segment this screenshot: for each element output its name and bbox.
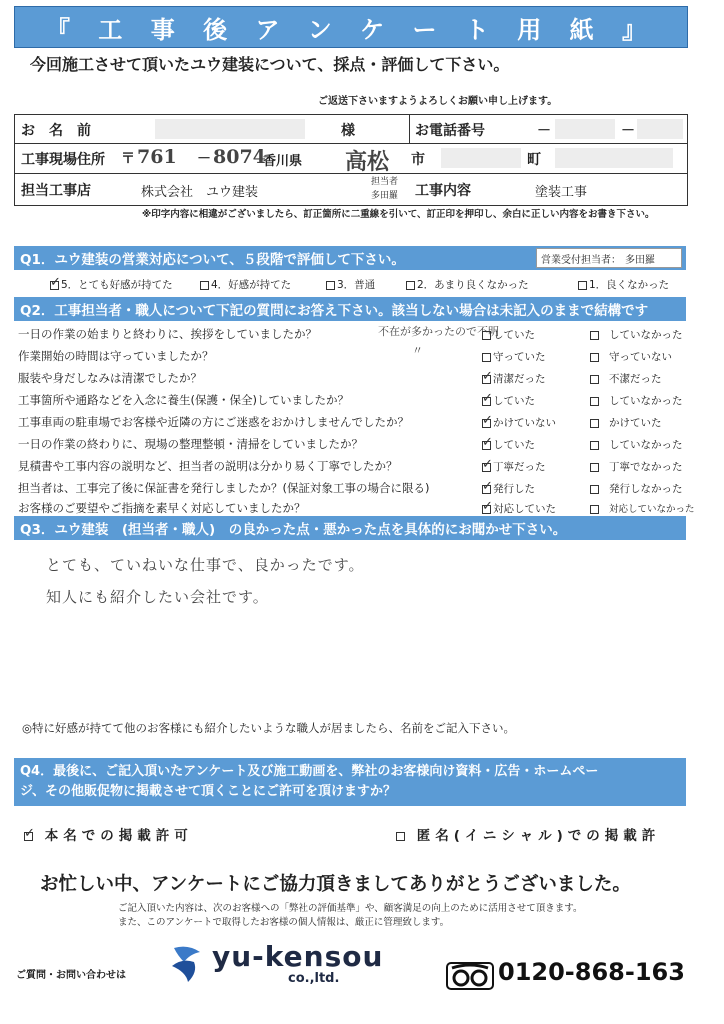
q2-yes-option[interactable] (482, 327, 535, 342)
name-label: お 名 前 (21, 123, 91, 139)
postal-mark: 〒 (121, 151, 135, 167)
city-handwritten: 高松 (345, 149, 390, 175)
q2-yes-label: 対応していた (493, 503, 556, 515)
checkbox-checked-icon[interactable] (482, 375, 491, 384)
q1-option-1[interactable] (578, 277, 669, 292)
redacted-phone (555, 119, 615, 139)
q4-header (14, 758, 686, 806)
q2-yes-label: 発行した (493, 483, 535, 495)
q2-no-option[interactable] (590, 437, 683, 452)
checkbox-icon[interactable] (482, 353, 491, 362)
q2-question: 工事箇所や通路などを入念に養生(保護・保全)していましたか？ (18, 393, 349, 407)
q2-yes-option[interactable] (482, 459, 546, 474)
q3-answer-line-2: 知人にも紹介したい会社です。 (46, 588, 269, 606)
staff-name: 多田羅 (371, 191, 399, 201)
checkbox-icon[interactable] (406, 281, 415, 290)
q2-yes-label: していた (493, 329, 535, 341)
q4-option-real-name[interactable] (24, 824, 193, 844)
q2-question: 一日の作業の始まりと終わりに、挨拶をしていましたか？ (18, 327, 317, 341)
q2-no-label: かけていた (609, 417, 662, 429)
q2-no-label: していなかった (609, 439, 683, 451)
checkbox-icon[interactable] (590, 419, 599, 428)
checkbox-icon[interactable] (590, 463, 599, 472)
postal-code-1: 761 (137, 146, 177, 168)
q2-yes-option[interactable] (482, 501, 556, 516)
phone-sep-1: － (537, 123, 551, 139)
q2-yes-option[interactable] (482, 349, 546, 364)
info-row-address (15, 143, 687, 174)
q2-yes-option[interactable] (482, 481, 535, 496)
checkbox-icon[interactable] (200, 281, 209, 290)
q2-handwritten-ditto: 〃 (412, 344, 423, 357)
q3-title: Q3．ユウ建装 (担当者・職人) の良かった点・悪かった点を具体的にお聞かせ下さい。 (20, 522, 567, 538)
q2-question: お客様のご要望やご指摘を素早く対応していましたか？ (18, 501, 306, 515)
checkbox-icon[interactable] (590, 441, 599, 450)
q4-option-anonymous[interactable] (396, 824, 660, 844)
q2-yes-label: していた (493, 395, 535, 407)
q1-title: Q1．ユウ建装の営業対応について、５段階で評価して下さい。 (20, 252, 405, 268)
city-label: 市 (411, 152, 425, 168)
prefecture: 香川県 (263, 154, 303, 169)
logo-mark-icon (168, 942, 208, 986)
q2-question: 担当者は、工事完了後に保証書を発行しましたか？(保証対象工事の場合に限る) (18, 481, 430, 495)
checkbox-checked-icon[interactable] (482, 419, 491, 428)
phone-sep-2: － (621, 123, 635, 139)
q2-no-label: していなかった (609, 395, 683, 407)
q2-no-option[interactable] (590, 415, 662, 430)
q1-option-4[interactable] (200, 277, 291, 292)
company-name: 株式会社 ユウ建装 (141, 185, 259, 200)
q2-no-label: していなかった (609, 329, 683, 341)
q2-yes-label: 清潔だった (493, 373, 546, 385)
checkbox-icon[interactable] (590, 331, 599, 340)
divider (409, 115, 410, 143)
phone-number[interactable]: 0120-868-163 (498, 958, 685, 986)
checkbox-checked-icon[interactable] (50, 281, 59, 290)
checkbox-checked-icon[interactable] (482, 463, 491, 472)
info-row-company (15, 173, 687, 205)
redacted-town (555, 148, 673, 168)
q4-option-anonymous-label: 匿名(イニシャル)での掲載許 (416, 828, 661, 844)
work-label: 工事内容 (415, 183, 471, 199)
q2-question: 作業開始の時間は守っていましたか？ (18, 349, 214, 363)
q1-option-1-label: 1．良くなかった (589, 279, 670, 291)
q2-header (14, 297, 686, 321)
q2-question: 服装や身だしなみは清潔でしたか？ (18, 371, 202, 385)
q2-title: Q2．工事担当者・職人について下記の質問にお答え下さい。該当しない場合は未記入のままで結構です (20, 303, 649, 319)
form-title: 『 工 事 後 ア ン ケ ー ト 用 紙 』 (14, 6, 688, 48)
lead-text: 今回施工させて頂いたユウ建装について、採点・評価して下さい。 (30, 55, 510, 74)
q1-option-2-label: 2．あまり良くなかった (417, 279, 529, 291)
town-label: 町 (527, 152, 541, 168)
redacted-name (155, 119, 305, 139)
postal-dash: － (197, 151, 211, 167)
q2-no-option[interactable] (590, 501, 695, 515)
q2-no-option[interactable] (590, 459, 683, 474)
sales-staff-label: 営業受付担当者： (541, 254, 621, 266)
q2-yes-label: かけていない (493, 417, 556, 429)
q2-no-label: 対応していなかった (609, 504, 695, 515)
q2-yes-label: 守っていた (493, 351, 546, 363)
checkbox-checked-icon[interactable] (482, 397, 491, 406)
checkbox-checked-icon[interactable] (482, 441, 491, 450)
q4-title-line-1: Q4．最後に、ご記入頂いたアンケート及び施工動画を、弊社のお客様向け資料・広告・ホームペー (20, 764, 599, 779)
craftsman-note: ◎特に好感が持てて他のお客様にも紹介したいような職人が居ましたら、名前をご記入下さい。 (22, 721, 516, 735)
redacted-ward (441, 148, 521, 168)
q2-no-option[interactable] (590, 349, 672, 364)
checkbox-icon[interactable] (578, 281, 587, 290)
q1-option-5[interactable] (50, 277, 173, 292)
q1-option-3[interactable] (326, 277, 375, 292)
q2-question: 見積書や工事内容の説明など、担当者の説明は分かり易く丁寧でしたか？ (18, 459, 398, 473)
q2-no-label: 丁寧でなかった (609, 461, 683, 473)
free-dial-icon (446, 962, 494, 990)
q2-handwritten-note: 不在が多かったので不明 (378, 325, 499, 338)
q3-answer-line-1: とても、ていねいな仕事で、良かったです。 (46, 556, 365, 574)
inquiry-label: ご質問・お問い合わせは (16, 970, 126, 981)
customer-info-table (14, 114, 688, 206)
staff-label: 担当者 (371, 177, 399, 187)
q2-no-option[interactable] (590, 371, 662, 386)
logo-wordmark: yu-kensou (212, 940, 384, 973)
q2-yes-option[interactable] (482, 393, 535, 408)
q4-title-line-2: ジ、その他販促物に掲載させて頂くことにご許可を頂けますか？ (20, 784, 396, 799)
work-content: 塗装工事 (535, 185, 588, 200)
q2-yes-option[interactable] (482, 371, 546, 386)
checkbox-icon[interactable] (590, 505, 599, 514)
checkbox-icon[interactable] (590, 397, 599, 406)
footnote-1: ご記入頂いた内容は、次のお客様への「弊社の評価基準」や、顧客満足の向上のために活用させて頂きます。 (118, 903, 583, 914)
checkbox-icon[interactable] (590, 353, 599, 362)
logo-suffix: co.,ltd. (288, 971, 340, 986)
company-logo (168, 940, 418, 992)
checkbox-icon[interactable] (326, 281, 335, 290)
sama-label: 様 (341, 123, 355, 139)
info-row-name (15, 115, 687, 144)
q1-option-3-label: 3．普通 (337, 279, 376, 291)
checkbox-checked-icon[interactable] (24, 832, 33, 841)
checkbox-checked-icon[interactable] (482, 485, 491, 494)
sales-staff-name: 多田羅 (625, 254, 655, 266)
checkbox-icon[interactable] (482, 331, 491, 340)
q3-answer-area[interactable] (14, 536, 686, 706)
q2-yes-label: 丁寧だった (493, 461, 546, 473)
q2-no-label: 守っていない (609, 351, 672, 363)
checkbox-checked-icon[interactable] (482, 505, 491, 514)
q2-no-label: 不潔だった (609, 373, 662, 385)
q4-option-real-name-label: 本名での掲載許可 (44, 828, 193, 844)
checkbox-icon[interactable] (590, 485, 599, 494)
phone-label: お電話番号 (415, 123, 485, 139)
q2-question: 工事車両の駐車場でお客様や近隣の方にご迷惑をおかけしませんでしたか？ (18, 415, 409, 429)
thanks-message: お忙しい中、アンケートにご協力頂きましてありがとうございました。 (40, 874, 631, 895)
q2-yes-option[interactable] (482, 415, 556, 430)
sales-staff-box (536, 248, 682, 268)
q2-no-option[interactable] (590, 393, 683, 408)
q1-option-4-label: 4．好感が持てた (211, 279, 292, 291)
q2-yes-option[interactable] (482, 437, 535, 452)
q1-option-5-label: 5．とても好感が持てた (61, 279, 173, 291)
footnote-2: また、このアンケートで取得したお客様の個人情報は、厳正に管理致します。 (118, 917, 450, 928)
checkbox-icon[interactable] (590, 375, 599, 384)
q2-no-option[interactable] (590, 481, 683, 496)
q2-no-option[interactable] (590, 327, 683, 342)
q2-question: 一日の作業の終わりに、現場の整理整頓・清掃をしていましたか？ (18, 437, 363, 451)
company-label: 担当工事店 (21, 183, 91, 199)
checkbox-icon[interactable] (396, 832, 405, 841)
return-note: ご返送下さいますようよろしくお願い申し上げます。 (318, 96, 558, 107)
correction-note: ※印字内容に相違がございましたら、訂正箇所に二重線を引いて、訂正印を押印し、余白に正しい内容をお書き下さい。 (142, 209, 655, 220)
q2-yes-label: していた (493, 439, 535, 451)
postal-code-2: 8074 (213, 146, 266, 168)
q2-no-label: 発行しなかった (609, 483, 683, 495)
redacted-phone-2 (637, 119, 683, 139)
q1-option-2[interactable] (406, 277, 529, 292)
site-address-label: 工事現場住所 (21, 152, 105, 168)
